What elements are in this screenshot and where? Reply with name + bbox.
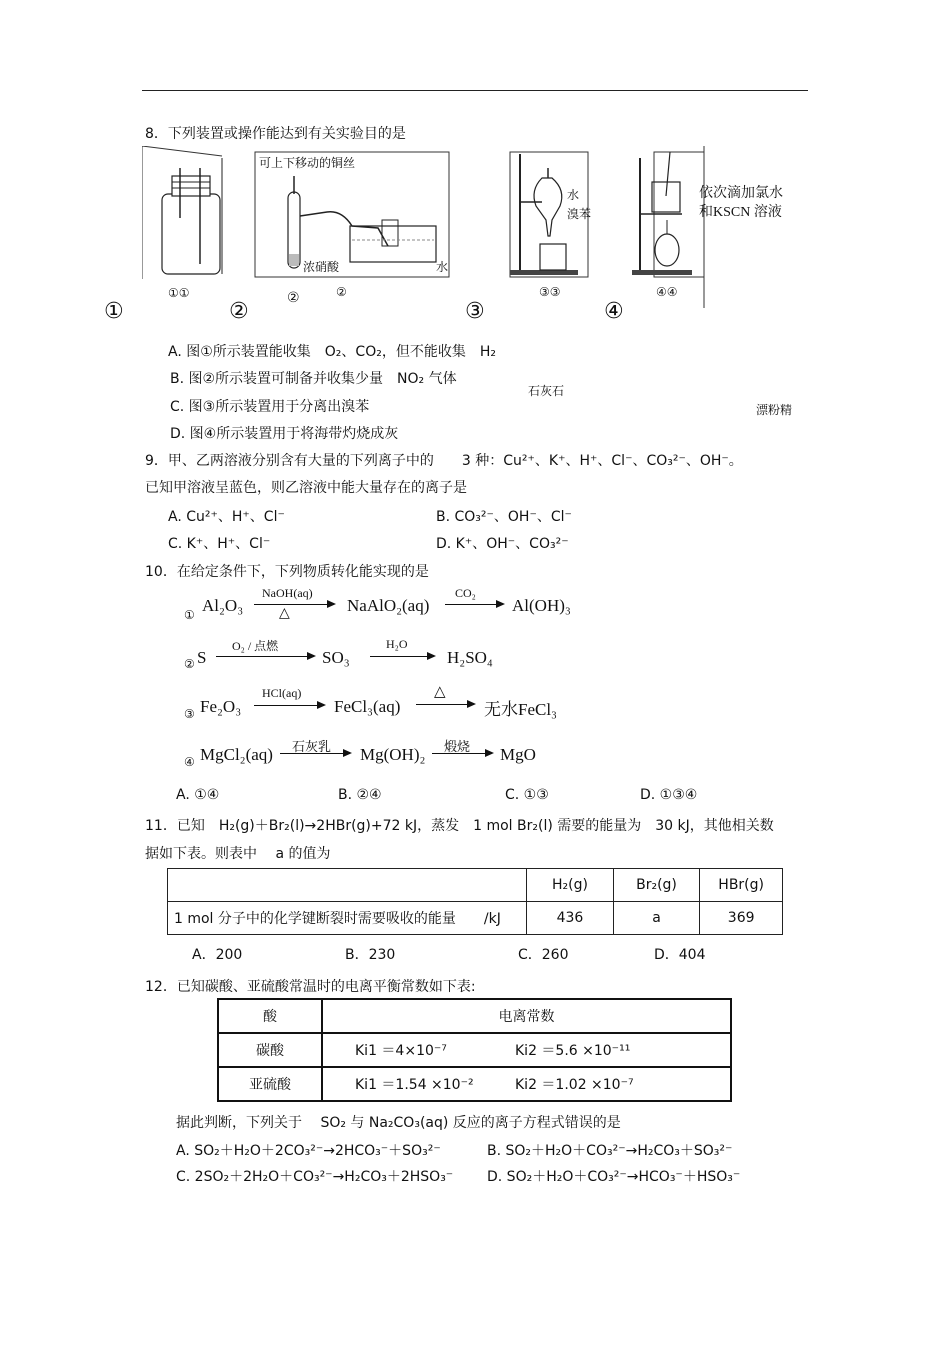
fig3-bromobenzene-label: 溴苯 xyxy=(567,207,592,221)
q8-option-c: C. 图③所示装置用于分离出溴苯 xyxy=(170,399,370,415)
fig1-num-small: ①① xyxy=(168,286,190,300)
r3-arrow-2 xyxy=(416,704,474,705)
table-header: 电离常数 xyxy=(322,999,731,1033)
q12-stem: 12．已知碳酸、亚硫酸常温时的电离平衡常数如下表: xyxy=(145,979,476,995)
fig4-label-line1: 依次滴加氯水 xyxy=(699,186,783,201)
k2-value: Ki2 ＝1.02 ×10⁻⁷ xyxy=(515,1077,634,1093)
q11-option-a: A．200 xyxy=(192,947,243,963)
r1-cond-2: CO₂ xyxy=(455,586,476,600)
stray-text-1: 石灰石 xyxy=(528,384,565,398)
header-rule xyxy=(142,90,808,91)
table-header: Br₂(g) xyxy=(613,869,700,902)
r3-arrow-1 xyxy=(254,705,324,706)
r1-cond-1: NaOH(aq) xyxy=(262,586,313,600)
stray-text-2: 漂粉精 xyxy=(756,403,793,417)
r2-arrow-1 xyxy=(216,656,314,657)
q10-stem: 10．在给定条件下，下列物质转化能实现的是 xyxy=(145,564,429,580)
q9-stem-1: 9．甲、乙两溶液分别含有大量的下列离子中的 3 种：Cu²⁺、K⁺、H⁺、Cl⁻、CO₃²⁻、OH⁻。 xyxy=(145,453,743,469)
table-row xyxy=(168,902,783,935)
table-header: H₂(g) xyxy=(527,869,614,902)
r4-arrow-1 xyxy=(280,753,350,754)
q11-option-d: D．404 xyxy=(654,947,706,963)
q10-option-b: B. ②④ xyxy=(338,787,382,803)
q11-table xyxy=(167,868,783,935)
r2-reactant: S xyxy=(197,648,207,667)
q9-option-a: A. Cu²⁺、H⁺、Cl⁻ xyxy=(168,509,285,525)
table-header: 酸 xyxy=(218,999,322,1033)
q12-option-d: D. SO₂＋H₂O＋CO₃²⁻→HCO₃⁻＋HSO₃⁻ xyxy=(487,1169,741,1185)
r3-cond-2: △ xyxy=(434,684,446,700)
r4-cond-2: 煅烧 xyxy=(444,739,471,754)
r3-intermediate: FeCl₃(aq) xyxy=(334,697,401,716)
q10-option-c: C. ①③ xyxy=(505,787,549,803)
r2-arrow-2 xyxy=(370,656,434,657)
table-cell xyxy=(322,1033,731,1067)
fig2-water-label: 水 xyxy=(436,260,449,274)
fig4-num: ④ xyxy=(604,299,624,324)
r1-num: ① xyxy=(184,608,195,622)
q9-option-c: C. K⁺、H⁺、Cl⁻ xyxy=(168,536,271,552)
q10-option-d: D. ①③④ xyxy=(640,787,698,803)
q11-option-c: C．260 xyxy=(518,947,569,963)
fig2-label: 可上下移动的铜丝 xyxy=(259,156,356,170)
ring-stand-diagram xyxy=(632,152,692,275)
q12-table xyxy=(217,998,732,1102)
q12-stem-2: 据此判断，下列关于 SO₂ 与 Na₂CO₃(aq) 反应的离子方程式错误的是 xyxy=(176,1115,621,1131)
q12-option-b: B. SO₂＋H₂O＋CO₃²⁻→H₂CO₃＋SO₃²⁻ xyxy=(487,1143,733,1159)
r1-arrow-1 xyxy=(254,604,334,605)
r1-cond-1b: △ xyxy=(279,606,290,621)
q11-stem-1: 11．已知 H₂(g)＋Br₂(l)→2HBr(g)+72 kJ，蒸发 1 mol Br₂(l) 需要的能量为 30 kJ，其他相关数 xyxy=(145,818,774,834)
table-header-row xyxy=(218,999,731,1033)
k1-value: Ki1 ＝1.54 ×10⁻² xyxy=(355,1077,474,1093)
q8-stem: 8．下列装置或操作能达到有关实验目的是 xyxy=(145,126,406,142)
q8-option-a: A. 图①所示装置能收集 O₂、CO₂，但不能收集 H₂ xyxy=(168,344,496,360)
table-row xyxy=(218,1067,731,1101)
r1-intermediate: NaAlO₂(aq) xyxy=(347,596,430,615)
table-cell: 碳酸 xyxy=(218,1033,322,1067)
fig2-num-small-2: ② xyxy=(336,285,347,299)
table-cell: 436 xyxy=(527,902,614,935)
q12-option-a: A. SO₂＋H₂O＋2CO₃²⁻→2HCO₃⁻＋SO₃²⁻ xyxy=(176,1143,441,1159)
r3-reactant: Fe₂O₃ xyxy=(200,697,242,716)
k2-value: Ki2 ＝5.6 ×10⁻¹¹ xyxy=(515,1043,631,1059)
table-header-row xyxy=(168,869,783,902)
fig2-num: ② xyxy=(229,299,249,324)
fig4-num-small: ④④ xyxy=(656,285,678,299)
r2-cond-1: O₂ / 点燃 xyxy=(232,639,279,653)
r3-cond-1: HCl(aq) xyxy=(262,686,302,700)
q9-stem-2: 已知甲溶液呈蓝色，则乙溶液中能大量存在的离子是 xyxy=(145,480,467,496)
q8-figure xyxy=(142,146,708,316)
q8-option-b: B. 图②所示装置可制备并收集少量 NO₂ 气体 xyxy=(170,371,457,387)
gas-bottle-diagram xyxy=(162,158,222,274)
fig1-num: ① xyxy=(104,299,124,324)
fig3-num: ③ xyxy=(465,299,485,324)
r1-reactant: Al₂O₃ xyxy=(202,596,244,615)
q12-option-c: C. 2SO₂＋2H₂O＋CO₃²⁻→H₂CO₃＋2HSO₃⁻ xyxy=(176,1169,454,1185)
table-row xyxy=(218,1033,731,1067)
r1-arrow-2 xyxy=(445,604,503,605)
fig2-num-small: ② xyxy=(287,290,300,306)
table-cell xyxy=(322,1067,731,1101)
q11-option-b: B．230 xyxy=(345,947,396,963)
fig3-water-label: 水 xyxy=(567,188,580,202)
table-cell: 亚硫酸 xyxy=(218,1067,322,1101)
r4-arrow-2 xyxy=(432,753,492,754)
table-row-label: 1 mol 分子中的化学键断裂时需要吸收的能量 /kJ xyxy=(168,902,527,935)
table-header: HBr(g) xyxy=(700,869,783,902)
r4-intermediate: Mg(OH)₂ xyxy=(360,745,426,764)
table-cell-blank xyxy=(168,869,527,902)
q8-option-d: D. 图④所示装置用于将海带灼烧成灰 xyxy=(170,426,399,442)
q10-option-a: A. ①④ xyxy=(176,787,220,803)
r2-cond-2: H₂O xyxy=(386,637,408,651)
k1-value: Ki1 ＝4×10⁻⁷ xyxy=(355,1043,447,1059)
r2-intermediate: SO₃ xyxy=(322,648,350,667)
q9-option-b: B. CO₃²⁻、OH⁻、Cl⁻ xyxy=(436,509,572,525)
table-cell: a xyxy=(613,902,700,935)
r4-reactant: MgCl₂(aq) xyxy=(200,745,273,764)
test-tube-apparatus xyxy=(288,176,436,268)
r2-product: H₂SO₄ xyxy=(447,648,493,667)
table-cell: 369 xyxy=(700,902,783,935)
q11-stem-2: 据如下表。则表中 a 的值为 xyxy=(145,846,331,862)
r4-cond-1: 石灰乳 xyxy=(292,739,332,754)
r4-num: ④ xyxy=(184,755,195,769)
r3-num: ③ xyxy=(184,707,195,721)
fig2-acid-label: 浓硝酸 xyxy=(303,260,340,274)
r3-product: 无水FeCl₃ xyxy=(484,700,557,719)
r1-product: Al(OH)₃ xyxy=(512,596,571,615)
fig4-label-line2: 和KSCN 溶液 xyxy=(699,205,782,220)
r4-product: MgO xyxy=(500,745,536,764)
r2-num: ② xyxy=(184,657,195,671)
fig3-num-small: ③③ xyxy=(539,285,561,299)
q9-option-d: D. K⁺、OH⁻、CO₃²⁻ xyxy=(436,536,569,552)
